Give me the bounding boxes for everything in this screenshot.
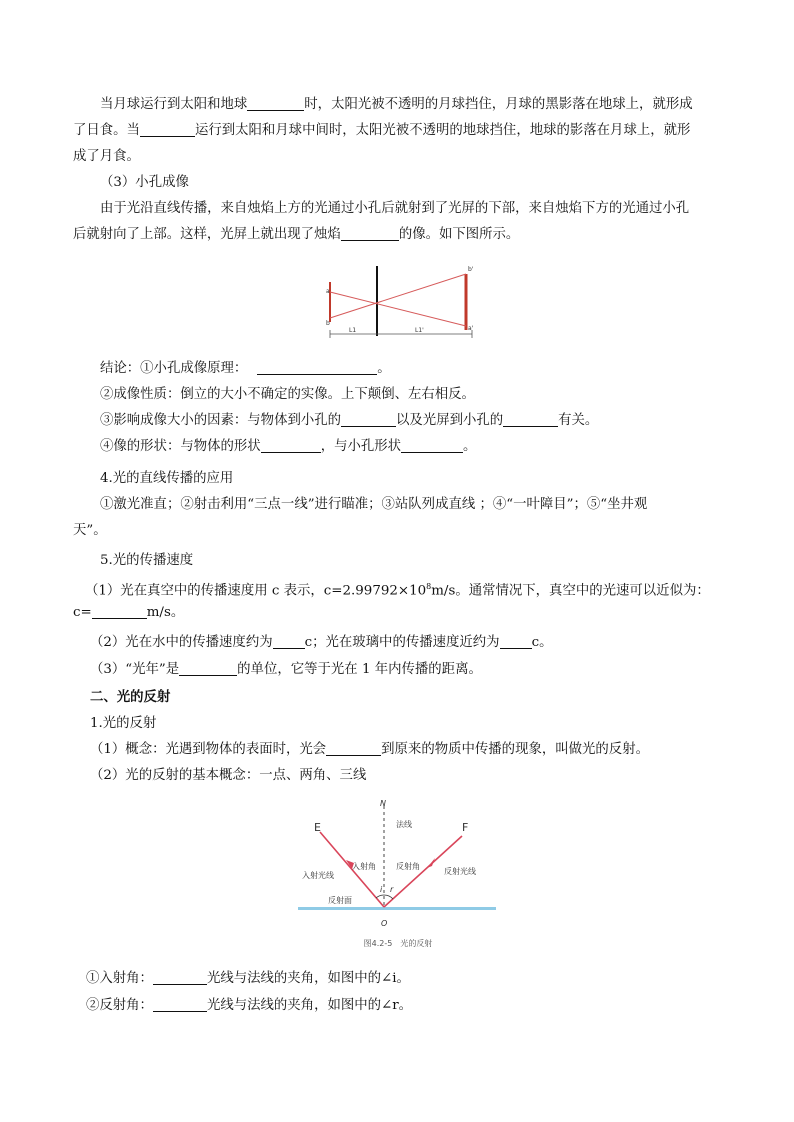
text: c= [73,605,92,620]
text: c；光在玻璃中的传播速度近约为 [304,635,500,650]
speed-line-2 [73,600,733,626]
text: 结论：①小孔成像原理： [100,361,248,376]
text: 时，太阳光被不透明的月球挡住，月球的黑影落在地球上，就形成 [304,97,693,112]
ray [330,274,466,318]
label-normal: 法线 [396,820,412,829]
text: 的单位，它等于光在 1 年内传播的距离。 [237,662,482,677]
speed-line-3 [90,630,750,656]
definition-2 [86,993,746,1019]
fill-blank[interactable] [401,436,463,453]
exponent: 8 [426,582,432,591]
pinhole-line-2 [73,222,733,248]
label-incident-angle: 入射角 [352,862,376,871]
reflection-line-1 [90,737,750,763]
label-r: r [390,885,394,894]
fill-blank[interactable] [326,739,381,756]
label-f: F [462,821,469,834]
text: ④像的形状：与物体的形状 [100,439,261,454]
text: ②反射角： [86,998,153,1013]
label-a: a [326,288,330,295]
conclusion-1 [100,356,760,382]
conclusion-2: ②成像性质：倒立的大小不确定的实像。上下颠倒、左右相反。 [100,387,475,402]
fill-blank[interactable] [500,632,532,649]
text: 的像。如下图所示。 [398,227,520,242]
label-surface: 反射面 [328,896,352,905]
text: c。 [531,635,553,650]
angle-r-arc [384,895,393,899]
conclusion-4 [100,434,760,460]
pinhole-line-1: 由于光沿直线传播，来自烛焰上方的光通过小孔后就射到了光屏的下部，来自烛焰下方的光通过小孔 [100,201,690,216]
speed-line-4 [90,657,750,683]
fill-blank[interactable] [179,659,237,676]
fill-blank[interactable] [247,94,304,111]
reflection-heading: 二、光的反射 [90,690,171,705]
label-l1-prime: L1' [415,327,424,334]
fill-blank[interactable] [153,995,207,1012]
fill-blank[interactable] [92,602,147,619]
text: m/s。 [146,605,185,620]
label-b: b [326,320,330,327]
text: 光线与法线的夹角，如图中的∠i。 [206,971,410,986]
figure-caption: 图4.2-5 光的反射 [363,939,433,948]
text: 。 [377,361,391,376]
label-b-prime: b' [468,266,474,273]
angle-i-arc [376,895,384,898]
text: （1）概念：光遇到物体的表面时，光会 [90,742,327,757]
fill-blank[interactable] [341,224,399,241]
arrow-icon [427,858,435,868]
label-n: N [380,799,386,808]
text: ①入射角： [86,971,153,986]
reflection-line-2: （2）光的反射的基本概念：一点、两角、三线 [90,768,367,783]
reflection-sub: 1.光的反射 [90,716,157,731]
application-heading: 4.光的直线传播的应用 [100,471,234,486]
fill-blank[interactable] [273,632,305,649]
application-line-1: ①激光准直；②射击利用“三点一线”进行瞄准；③站队列成直线 ；④“一叶障目”；⑤“坐井观 [100,497,648,512]
reflection-diagram [296,796,500,956]
fill-blank[interactable] [257,358,377,375]
fill-blank[interactable] [153,968,207,985]
label-l1: L1 [349,327,357,334]
text: 。 [463,439,477,454]
text: 以及光屏到小孔的 [396,413,504,428]
pinhole-heading: （3）小孔成像 [100,175,189,190]
fill-blank[interactable] [140,120,195,137]
label-reflect-angle: 反射角 [396,862,420,871]
text: 了日食。当 [73,123,140,138]
label-e: E [314,821,321,834]
text: 成了月食。 [73,149,140,164]
label-i: i [380,885,383,894]
speed-heading: 5.光的传播速度 [100,553,194,568]
ray [330,292,466,326]
label-a-prime: a' [468,325,474,332]
text: （2）光在水中的传播速度约为 [90,635,273,650]
application-line-2: 天”。 [73,523,107,538]
text: ，与小孔形状 [320,439,402,454]
label-o: O [381,919,388,928]
label-reflected-ray: 反射光线 [444,867,476,876]
reflecting-surface [298,907,496,910]
pinhole-diagram [322,262,482,346]
text: 光线与法线的夹角，如图中的∠r。 [206,998,413,1013]
eclipse-line-1 [100,92,760,118]
text: ③影响成像大小的因素：与物体到小孔的 [100,413,342,428]
text: 后就射向了上部。这样，光屏上就出现了烛焰 [73,227,341,242]
text: 到原来的物质中传播的现象，叫做光的反射。 [381,742,649,757]
conclusion-3 [100,408,760,434]
text: 运行到太阳和月球中间时，太阳光被不透明的地球挡住，地球的影落在月球上，就形 [194,123,691,138]
eclipse-line-2 [73,118,733,144]
fill-blank[interactable] [261,436,321,453]
text: 有关。 [558,413,599,428]
eclipse-line-3 [73,144,733,170]
text: （3）“光年”是 [90,662,180,677]
fill-blank[interactable] [503,410,558,427]
text: 当月球运行到太阳和地球 [100,97,248,112]
label-incident-ray: 入射光线 [302,871,334,880]
definition-1 [86,966,746,992]
fill-blank[interactable] [341,410,396,427]
text: m/s。通常情况下，真空中的光速可以近似为： [431,583,710,599]
text: （1）光在真空中的传播速度用 c 表示，c=2.99792×10 [85,583,427,599]
